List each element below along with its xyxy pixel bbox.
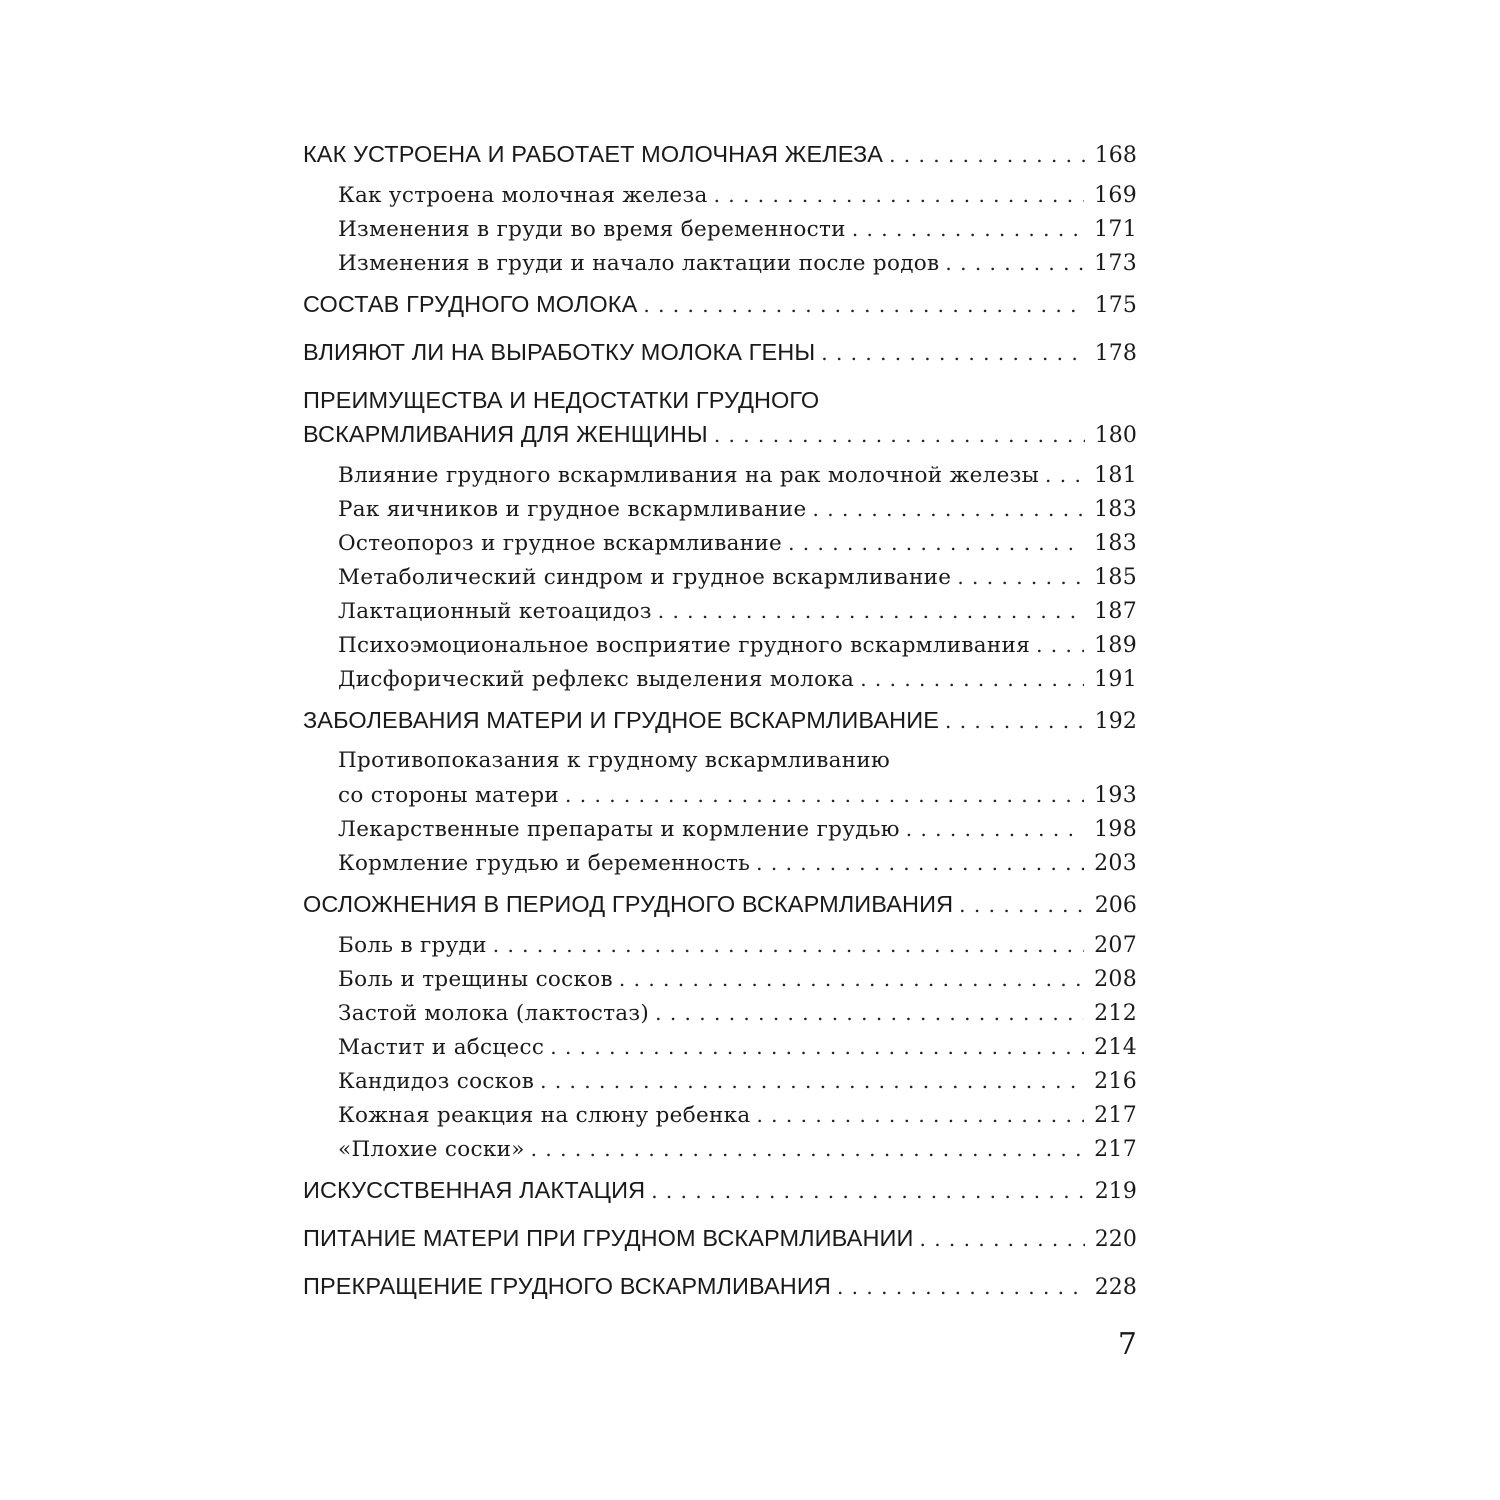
toc-entry-section (338, 778, 1137, 812)
toc-entry-page: 228 (1094, 1275, 1137, 1300)
toc-entry-title: Изменения в груди во время беременности (338, 217, 846, 242)
toc-entry-title: Боль в груди (338, 933, 487, 958)
toc-entry-page: 191 (1094, 667, 1137, 692)
toc-entry-chapter (303, 137, 1137, 171)
toc-entry-section (338, 846, 1137, 880)
toc-entry-title: ПРЕКРАЩЕНИЕ ГРУДНОГО ВСКАРМЛИВАНИЯ (303, 1273, 831, 1299)
toc-entry-title: Рак яичников и грудное вскармливание (338, 497, 807, 522)
dot-leader (619, 962, 1084, 996)
toc-entry-page: 208 (1094, 967, 1137, 992)
toc-entry-chapter (303, 703, 1137, 737)
dot-leader (906, 812, 1084, 846)
toc-entry-title: Влияние грудного вскармливания на рак молочной железы (338, 463, 1040, 488)
toc-entry-title: Как устроена молочная железа (338, 183, 708, 208)
table-of-contents (303, 0, 1137, 1500)
toc-entry-title: Кормление грудью и беременность (338, 851, 751, 876)
toc-entry-page: 207 (1094, 933, 1137, 958)
dot-leader (821, 336, 1084, 370)
dot-leader (756, 1098, 1084, 1132)
toc-entry-section (338, 662, 1137, 696)
dot-leader (813, 492, 1085, 526)
toc-entry-chapter (303, 287, 1137, 321)
toc-entry-title: ОСЛОЖНЕНИЯ В ПЕРИОД ГРУДНОГО ВСКАРМЛИВАНИЯ (303, 891, 954, 917)
dot-leader (957, 560, 1084, 594)
toc-entry-page: 217 (1094, 1103, 1137, 1128)
toc-entry-chapter (303, 1221, 1137, 1255)
toc-entry-page: 203 (1094, 851, 1137, 876)
dot-leader (959, 888, 1085, 922)
toc-entry-page: 192 (1094, 709, 1137, 734)
dot-leader (550, 1030, 1084, 1064)
dot-leader (540, 1064, 1084, 1098)
toc-entry-page: 183 (1094, 531, 1137, 556)
toc-entry-page: 220 (1094, 1227, 1137, 1252)
toc-entry-chapter (303, 417, 1137, 451)
toc-entry-title: Дисфорический рефлекс выделения молока (338, 667, 855, 692)
toc-entry-page: 169 (1094, 183, 1137, 208)
dot-leader (1045, 458, 1084, 492)
dot-leader (945, 704, 1085, 738)
toc-entry-title: КАК УСТРОЕНА И РАБОТАЕТ МОЛОЧНАЯ ЖЕЛЕЗА (303, 141, 884, 167)
toc-entry-title: ПРЕИМУЩЕСТВА И НЕДОСТАТКИ ГРУДНОГО (303, 387, 820, 413)
toc-entry-title: Боль и трещины сосков (338, 967, 613, 992)
dot-leader (493, 928, 1084, 962)
toc-entry-title: Лактационный кетоацидоз (338, 599, 652, 624)
toc-entry-page: 168 (1094, 143, 1137, 168)
dot-leader (788, 526, 1084, 560)
toc-entry-title: ПИТАНИЕ МАТЕРИ ПРИ ГРУДНОМ ВСКАРМЛИВАНИИ (303, 1225, 914, 1251)
toc-entry-section (338, 212, 1137, 246)
toc-entry-section (338, 594, 1137, 628)
toc-entry-section-line1 (338, 744, 1137, 778)
toc-entry-title: со стороны матери (338, 783, 560, 808)
dot-leader (565, 778, 1084, 812)
dot-leader (531, 1132, 1084, 1166)
toc-entry-chapter (303, 1173, 1137, 1207)
toc-entry-section (338, 178, 1137, 212)
dot-leader (643, 288, 1084, 322)
toc-entry-chapter-line1 (303, 383, 1137, 417)
toc-entry-page: 206 (1094, 893, 1137, 918)
dot-leader (655, 996, 1084, 1030)
toc-entry-page: 180 (1094, 423, 1137, 448)
dot-leader (920, 1222, 1085, 1256)
toc-entry-chapter (303, 887, 1137, 921)
toc-entry-title: СОСТАВ ГРУДНОГО МОЛОКА (303, 291, 638, 317)
toc-entry-title: ЗАБОЛЕВАНИЯ МАТЕРИ И ГРУДНОЕ ВСКАРМЛИВАНИЕ (303, 707, 939, 733)
toc-entry-title: Изменения в груди и начало лактации после родов (338, 251, 940, 276)
dot-leader (756, 846, 1084, 880)
toc-entry-section (338, 526, 1137, 560)
toc-entry-section (338, 812, 1137, 846)
toc-entry-page: 212 (1094, 1001, 1137, 1026)
toc-entry-page: 187 (1094, 599, 1137, 624)
toc-entry-title: Метаболический синдром и грудное вскармливание (338, 565, 952, 590)
toc-entry-page: 173 (1094, 251, 1137, 276)
toc-entry-page: 178 (1094, 341, 1137, 366)
dot-leader (889, 138, 1085, 172)
toc-entry-title: Мастит и абсцесс (338, 1035, 545, 1060)
toc-entry-title: Кожная реакция на слюну ребенка (338, 1103, 751, 1128)
toc-entry-page: 175 (1094, 293, 1137, 318)
page-number: 7 (1117, 1327, 1137, 1362)
toc-entry-section (338, 928, 1137, 962)
toc-entry-section (338, 458, 1137, 492)
toc-entry-section (338, 962, 1137, 996)
toc-entry-section (338, 996, 1137, 1030)
dot-leader (860, 662, 1084, 696)
toc-entry-section (338, 246, 1137, 280)
dot-leader (658, 594, 1084, 628)
toc-entry-page: 181 (1094, 463, 1137, 488)
toc-entry-title: ВЛИЯЮТ ЛИ НА ВЫРАБОТКУ МОЛОКА ГЕНЫ (303, 339, 816, 365)
toc-entry-title: Застой молока (лактостаз) (338, 1001, 650, 1026)
toc-entry-title: «Плохие соски» (338, 1137, 525, 1162)
dot-leader (837, 1270, 1085, 1304)
toc-entry-page: 171 (1094, 217, 1137, 242)
toc-entry-page: 198 (1094, 817, 1137, 842)
toc-entry-title: Лекарственные препараты и кормление грудью (338, 817, 900, 842)
toc-entry-title: Остеопороз и грудное вскармливание (338, 531, 783, 556)
toc-entry-page: 193 (1094, 783, 1137, 808)
toc-entry-page: 216 (1094, 1069, 1137, 1094)
toc-entry-page: 185 (1094, 565, 1137, 590)
toc-entry-section (338, 560, 1137, 594)
toc-entry-page: 183 (1094, 497, 1137, 522)
toc-entry-page: 214 (1094, 1035, 1137, 1060)
toc-entry-title: Психоэмоциональное восприятие грудного вскармливания (338, 633, 1031, 658)
toc-entry-section (338, 1132, 1137, 1166)
dot-leader (1036, 628, 1084, 662)
toc-entry-page: 189 (1094, 633, 1137, 658)
toc-entry-page: 219 (1094, 1179, 1137, 1204)
toc-entry-section (338, 1098, 1137, 1132)
toc-entry-section (338, 1064, 1137, 1098)
toc-entry-section (338, 1030, 1137, 1064)
toc-entry-page: 217 (1094, 1137, 1137, 1162)
dot-leader (852, 212, 1084, 246)
toc-entry-section (338, 628, 1137, 662)
toc-entry-title: ИСКУССТВЕННАЯ ЛАКТАЦИЯ (303, 1177, 646, 1203)
toc-entry-chapter (303, 335, 1137, 369)
toc-entry-chapter (303, 1269, 1137, 1303)
toc-entry-title: ВСКАРМЛИВАНИЯ ДЛЯ ЖЕНЩИНЫ (303, 421, 708, 447)
dot-leader (945, 246, 1084, 280)
toc-entry-section (338, 492, 1137, 526)
toc-entry-title: Противопоказания к грудному вскармливанию (338, 748, 891, 773)
dot-leader (714, 178, 1085, 212)
toc-entry-title: Кандидоз сосков (338, 1069, 535, 1094)
dot-leader (651, 1174, 1084, 1208)
dot-leader (714, 418, 1085, 452)
